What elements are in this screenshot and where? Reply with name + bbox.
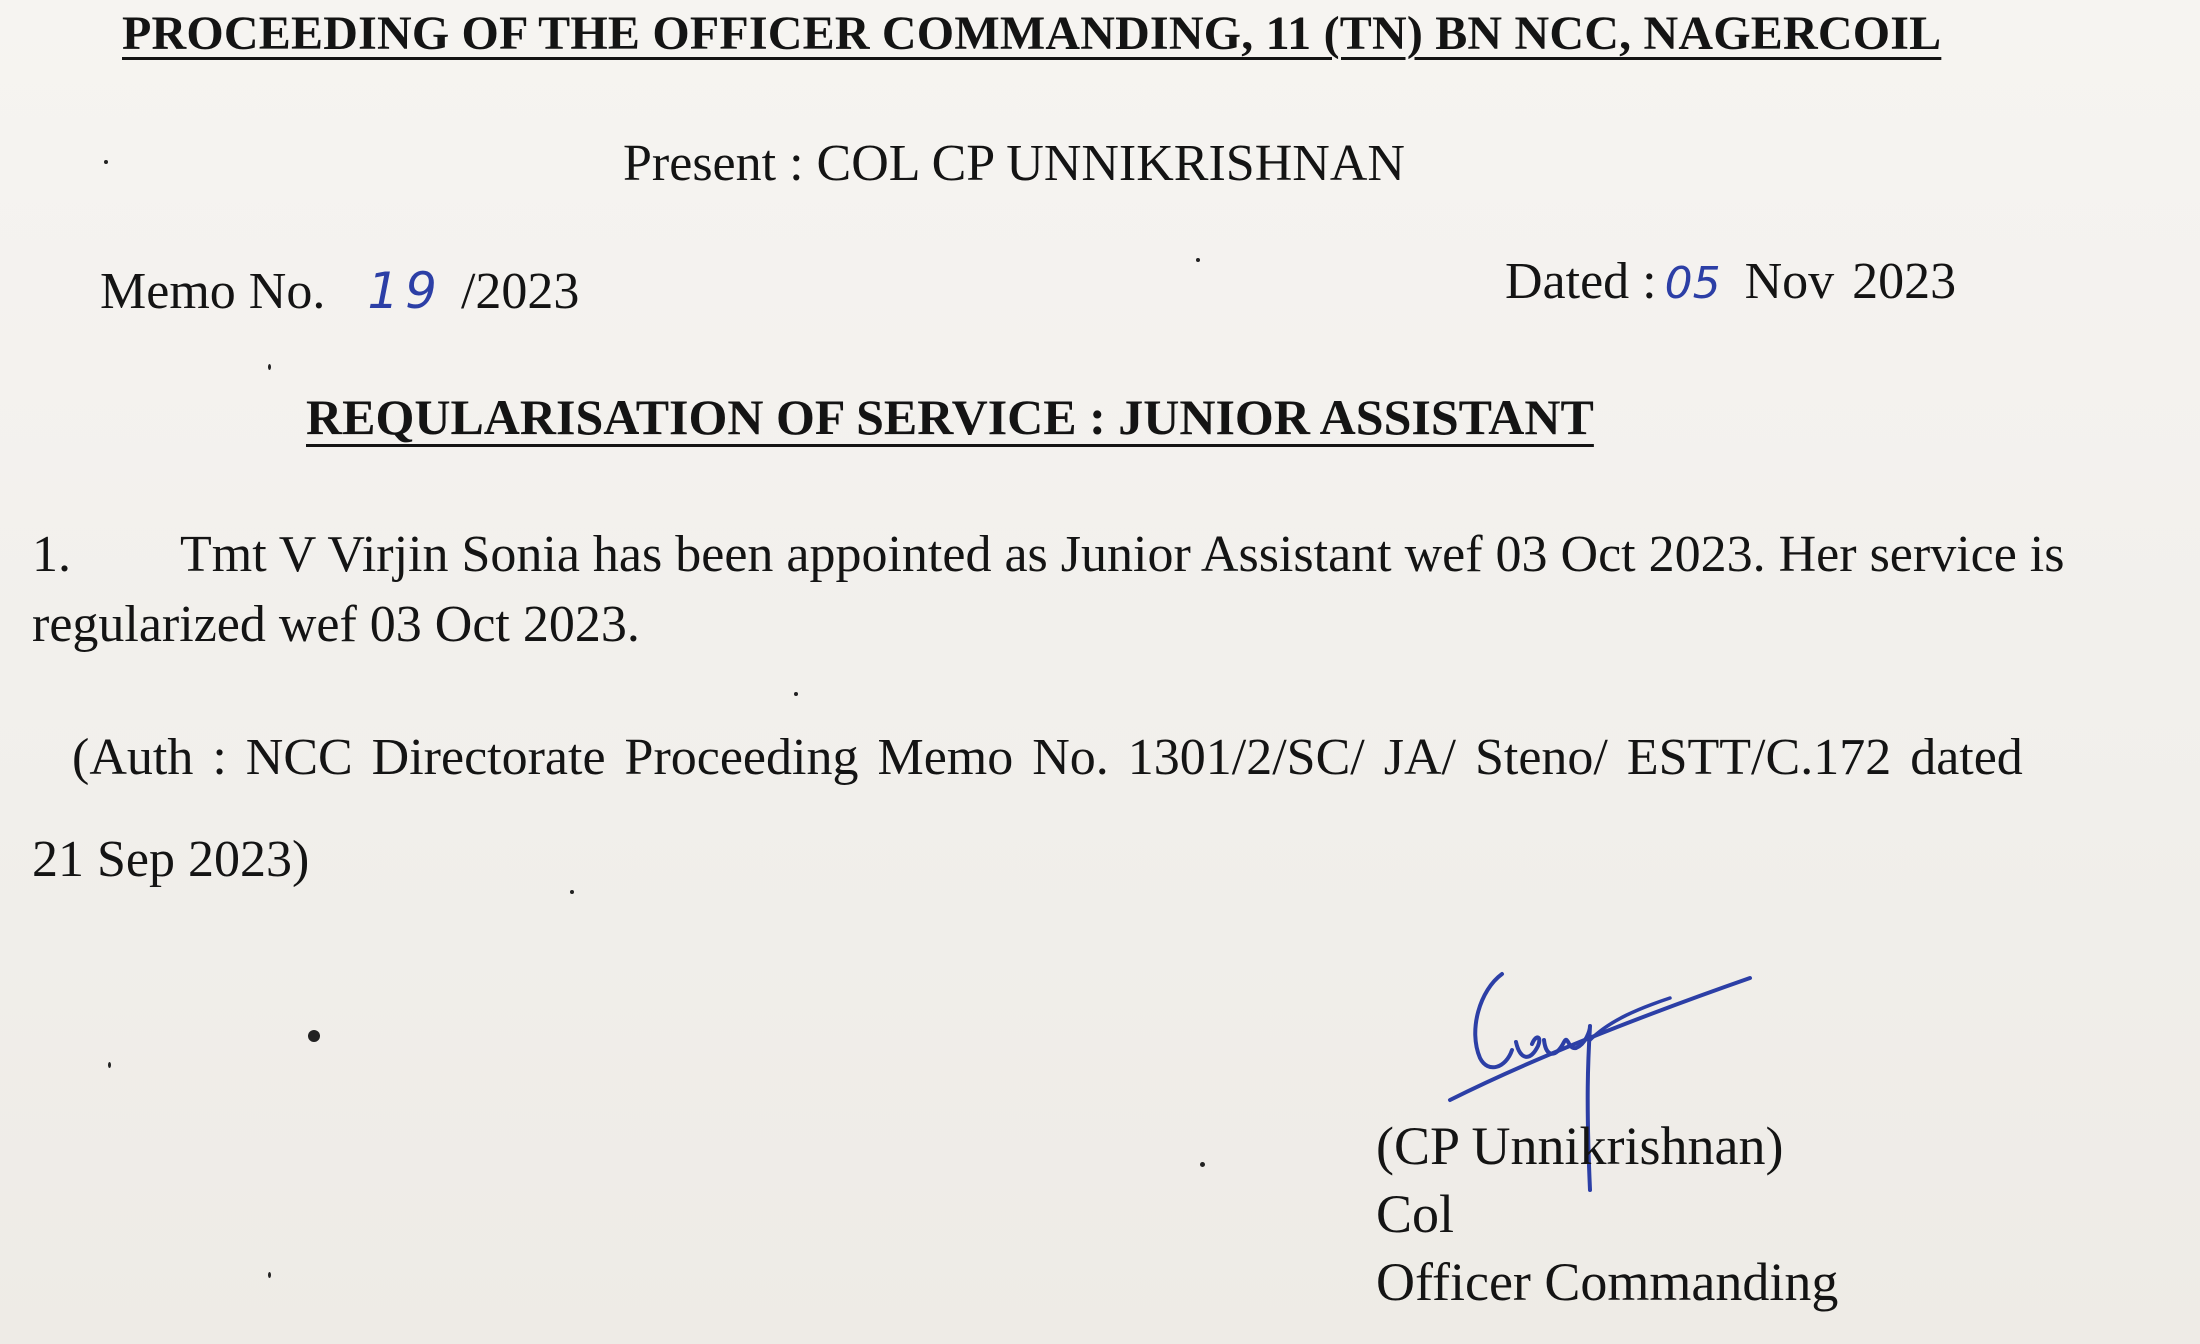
dated-label: Dated : <box>1505 253 1657 310</box>
memo-label: Memo No. <box>100 263 326 320</box>
signatory-name: (CP Unnikrishnan) <box>1376 1116 1784 1176</box>
scan-speck <box>308 1030 320 1042</box>
dated-year: 2023 <box>1852 253 1957 310</box>
signatory-title: Officer Commanding <box>1376 1252 1839 1312</box>
memo-number-handwritten: 19 <box>367 262 443 320</box>
dated-line <box>1505 252 1956 311</box>
paragraph-1 <box>32 520 2112 660</box>
memo-year: /2023 <box>460 263 580 320</box>
signature-block <box>1376 1112 1838 1316</box>
scan-speck <box>1200 1162 1205 1167</box>
scan-speck <box>1196 258 1200 262</box>
paragraph-text: Tmt V Virjin Sonia has been appointed as Junior Assistant wef 03 Oct 2023. Her service is regularized wef 03 Oct 2023. <box>32 526 2065 653</box>
dated-month: Nov <box>1744 253 1835 310</box>
authority-line-2: 21 Sep 2023) <box>32 831 310 888</box>
present-line: Present : COL CP UNNIKRISHNAN <box>623 135 1405 192</box>
memo-number-line <box>100 262 579 321</box>
dated-day-handwritten: 05 <box>1664 258 1721 309</box>
scan-speck <box>268 1272 271 1278</box>
paragraph-number: 1. <box>32 526 71 583</box>
scan-speck <box>794 692 798 696</box>
scan-speck <box>570 890 574 894</box>
authority-line-1: (Auth : NCC Directorate Proceeding Memo No. 1301/2/SC/ JA/ Steno/ ESTT/C.172 dated <box>72 729 2023 786</box>
scan-speck <box>104 160 108 164</box>
signatory-rank: Col <box>1376 1184 1455 1244</box>
scan-speck <box>108 1062 111 1068</box>
scan-speck <box>268 364 271 370</box>
document-header: PROCEEDING OF THE OFFICER COMMANDING, 11 (TN) BN NCC, NAGERCOIL <box>122 7 1942 60</box>
subject-heading: REQULARISATION OF SERVICE : JUNIOR ASSISTANT <box>306 389 1594 445</box>
